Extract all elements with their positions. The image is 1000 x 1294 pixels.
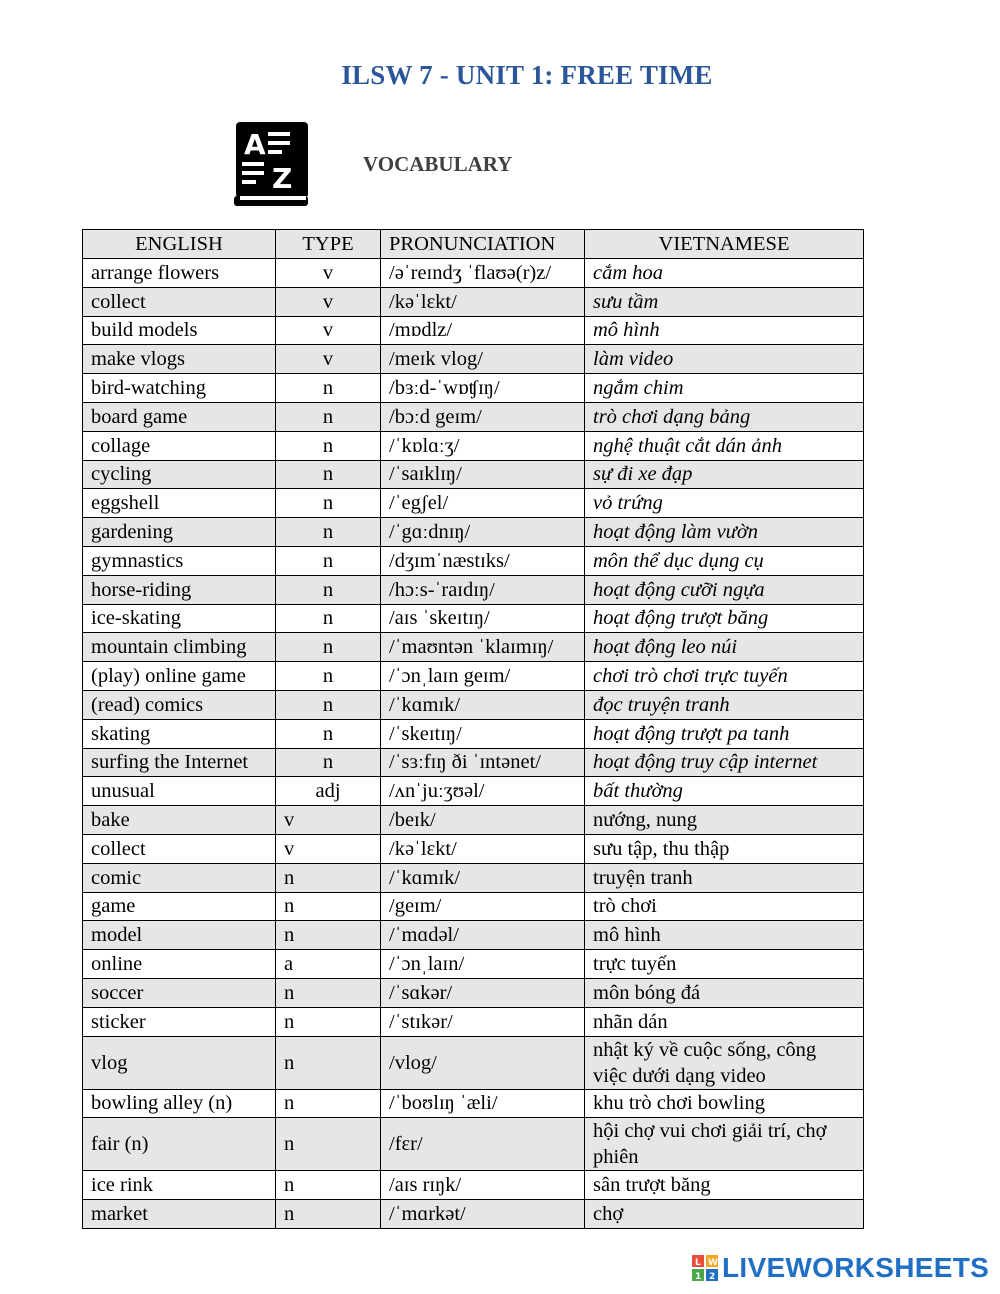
table-row [83, 633, 864, 662]
liveworksheets-logo-icon [692, 1255, 718, 1281]
table-row [83, 1089, 864, 1118]
cell-pronunciation: /ˈstɪkər/ [381, 1007, 585, 1036]
cell-english: collect [83, 287, 276, 316]
cell-english: board game [83, 402, 276, 431]
table-row [83, 863, 864, 892]
cell-pronunciation: /ˈegʃel/ [381, 489, 585, 518]
cell-type: n [276, 402, 381, 431]
cell-vietnamese: cắm hoa [585, 259, 864, 288]
cell-english: arrange flowers [83, 259, 276, 288]
cell-english: unusual [83, 777, 276, 806]
header-type: TYPE [276, 230, 381, 259]
cell-english: gardening [83, 518, 276, 547]
table-row [83, 921, 864, 950]
cell-type: n [276, 1171, 381, 1200]
cell-pronunciation: /ˈsɑkər/ [381, 978, 585, 1007]
cell-type: n [276, 546, 381, 575]
cell-english: cycling [83, 460, 276, 489]
cell-type: n [276, 1118, 381, 1171]
cell-type: n [276, 633, 381, 662]
table-row [83, 345, 864, 374]
cell-type: v [276, 316, 381, 345]
cell-type: n [276, 489, 381, 518]
cell-vietnamese: khu trò chơi bowling [585, 1089, 864, 1118]
cell-type: n [276, 604, 381, 633]
cell-type: n [276, 518, 381, 547]
table-row [83, 1007, 864, 1036]
cell-pronunciation: /meɪk vlog/ [381, 345, 585, 374]
cell-type: v [276, 259, 381, 288]
cell-english: game [83, 892, 276, 921]
table-row [83, 1036, 864, 1089]
cell-pronunciation: /mɒdlz/ [381, 316, 585, 345]
cell-type: n [276, 374, 381, 403]
cell-pronunciation: /əˈreɪndʒ ˈflaʊə(r)z/ [381, 259, 585, 288]
cell-english: build models [83, 316, 276, 345]
table-row [83, 287, 864, 316]
cell-type: n [276, 1200, 381, 1229]
table-row [83, 1171, 864, 1200]
cell-vietnamese: sân trượt băng [585, 1171, 864, 1200]
cell-english: market [83, 1200, 276, 1229]
cell-vietnamese: sưu tầm [585, 287, 864, 316]
cell-pronunciation: /aɪs rɪŋk/ [381, 1171, 585, 1200]
cell-vietnamese: nhật ký về cuộc sống, công việc dưới dạng video [585, 1036, 864, 1089]
cell-pronunciation: /ˈkɑmɪk/ [381, 690, 585, 719]
table-row [83, 402, 864, 431]
cell-english: vlog [83, 1036, 276, 1089]
cell-english: ice rink [83, 1171, 276, 1200]
cell-pronunciation: /fɛr/ [381, 1118, 585, 1171]
cell-type: n [276, 1007, 381, 1036]
cell-english: model [83, 921, 276, 950]
cell-pronunciation: /ˈmɑdəl/ [381, 921, 585, 950]
cell-english: eggshell [83, 489, 276, 518]
cell-english: soccer [83, 978, 276, 1007]
cell-vietnamese: hoạt động leo núi [585, 633, 864, 662]
cell-type: n [276, 460, 381, 489]
cell-pronunciation: /ˈkɑmɪk/ [381, 863, 585, 892]
cell-vietnamese: hoạt động trượt băng [585, 604, 864, 633]
table-row [83, 892, 864, 921]
table-row [83, 546, 864, 575]
svg-text:A: A [244, 128, 266, 161]
cell-pronunciation: /ˈboʊlɪŋ ˈæli/ [381, 1089, 585, 1118]
table-row [83, 431, 864, 460]
cell-vietnamese: hoạt động cưỡi ngựa [585, 575, 864, 604]
table-row [83, 719, 864, 748]
cell-pronunciation: /ˈɔnˌlaɪn geɪm/ [381, 662, 585, 691]
cell-vietnamese: môn bóng đá [585, 978, 864, 1007]
cell-pronunciation: /bɜːd-ˈwɒʧɪŋ/ [381, 374, 585, 403]
table-row [83, 806, 864, 835]
cell-vietnamese: bất thường [585, 777, 864, 806]
table-row [83, 662, 864, 691]
cell-vietnamese: hội chợ vui chơi giải trí, chợ phiên [585, 1118, 864, 1171]
cell-vietnamese: trò chơi dạng bảng [585, 402, 864, 431]
cell-english: ice-skating [83, 604, 276, 633]
cell-pronunciation: /ˈɔnˌlaɪn/ [381, 950, 585, 979]
cell-type: n [276, 1036, 381, 1089]
cell-english: surfing the Internet [83, 748, 276, 777]
table-row [83, 518, 864, 547]
cell-pronunciation: /geɪm/ [381, 892, 585, 921]
cell-type: n [276, 431, 381, 460]
cell-pronunciation: /ˈsaɪklɪŋ/ [381, 460, 585, 489]
cell-type: n [276, 978, 381, 1007]
cell-vietnamese: trò chơi [585, 892, 864, 921]
vocabulary-table [82, 229, 864, 1229]
cell-type: n [276, 892, 381, 921]
cell-vietnamese: đọc truyện tranh [585, 690, 864, 719]
table-row [83, 1200, 864, 1229]
table-row [83, 604, 864, 633]
cell-type: n [276, 662, 381, 691]
cell-type: n [276, 748, 381, 777]
table-row [83, 777, 864, 806]
cell-english: make vlogs [83, 345, 276, 374]
logo-letter: W [708, 1258, 718, 1268]
vocabulary-heading: VOCABULARY [363, 152, 513, 176]
header-vietnamese: VIETNAMESE [585, 230, 864, 259]
cell-vietnamese: hoạt động trượt pa tanh [585, 719, 864, 748]
cell-pronunciation: /beɪk/ [381, 806, 585, 835]
table-row [83, 690, 864, 719]
cell-pronunciation: /kəˈlɛkt/ [381, 834, 585, 863]
cell-vietnamese: nhãn dán [585, 1007, 864, 1036]
table-row [83, 834, 864, 863]
cell-vietnamese: làm video [585, 345, 864, 374]
cell-type: v [276, 834, 381, 863]
page-title: ILSW 7 - UNIT 1: FREE TIME [341, 60, 713, 90]
table-row [83, 950, 864, 979]
cell-pronunciation: /ˈskeɪtɪŋ/ [381, 719, 585, 748]
cell-vietnamese: nghệ thuật cắt dán ảnh [585, 431, 864, 460]
cell-type: n [276, 575, 381, 604]
liveworksheets-watermark [692, 1252, 989, 1284]
cell-english: (play) online game [83, 662, 276, 691]
cell-pronunciation: /aɪs ˈskeɪtɪŋ/ [381, 604, 585, 633]
cell-english: fair (n) [83, 1118, 276, 1171]
cell-type: n [276, 690, 381, 719]
cell-pronunciation: /hɔːs-ˈraɪdɪŋ/ [381, 575, 585, 604]
cell-type: n [276, 719, 381, 748]
cell-vietnamese: hoạt động làm vườn [585, 518, 864, 547]
cell-vietnamese: hoạt động truy cập internet [585, 748, 864, 777]
table-row [83, 316, 864, 345]
cell-english: online [83, 950, 276, 979]
cell-english: gymnastics [83, 546, 276, 575]
cell-type: v [276, 806, 381, 835]
cell-type: adj [276, 777, 381, 806]
cell-english: horse-riding [83, 575, 276, 604]
table-row [83, 748, 864, 777]
cell-pronunciation: /vlog/ [381, 1036, 585, 1089]
header-english: ENGLISH [83, 230, 276, 259]
header-pronunciation: PRONUNCIATION [381, 230, 585, 259]
cell-vietnamese: nướng, nung [585, 806, 864, 835]
cell-pronunciation: /ˈkɒlɑːʒ/ [381, 431, 585, 460]
cell-english: (read) comics [83, 690, 276, 719]
table-row [83, 460, 864, 489]
cell-vietnamese: mô hình [585, 921, 864, 950]
cell-vietnamese: môn thể dục dụng cụ [585, 546, 864, 575]
cell-english: collage [83, 431, 276, 460]
logo-letter: 1 [695, 1272, 702, 1281]
cell-vietnamese: truyện tranh [585, 863, 864, 892]
watermark-text: LIVEWORKSHEETS [722, 1252, 990, 1283]
cell-vietnamese: sự đi xe đạp [585, 460, 864, 489]
cell-english: bake [83, 806, 276, 835]
cell-vietnamese: trực tuyến [585, 950, 864, 979]
cell-pronunciation: /ˈmaʊntən ˈklaɪmɪŋ/ [381, 633, 585, 662]
a-z-dictionary-book-icon [232, 122, 310, 206]
cell-english: mountain climbing [83, 633, 276, 662]
cell-type: n [276, 921, 381, 950]
cell-vietnamese: mô hình [585, 316, 864, 345]
cell-type: n [276, 863, 381, 892]
cell-pronunciation: /ˈgɑːdnɪŋ/ [381, 518, 585, 547]
cell-english: sticker [83, 1007, 276, 1036]
logo-letter: 2 [709, 1272, 716, 1281]
cell-vietnamese: chợ [585, 1200, 864, 1229]
cell-pronunciation: /ʌnˈjuːʒʊəl/ [381, 777, 585, 806]
cell-type: v [276, 345, 381, 374]
cell-vietnamese: chơi trò chơi trực tuyến [585, 662, 864, 691]
table-row [83, 489, 864, 518]
svg-text:Z: Z [272, 162, 293, 195]
table-row [83, 374, 864, 403]
table-row [83, 259, 864, 288]
cell-type: n [276, 1089, 381, 1118]
cell-pronunciation: /kəˈlɛkt/ [381, 287, 585, 316]
cell-vietnamese: ngắm chim [585, 374, 864, 403]
cell-type: v [276, 287, 381, 316]
table-row [83, 1118, 864, 1171]
logo-letter: L [695, 1258, 701, 1268]
table-row [83, 978, 864, 1007]
cell-vietnamese: sưu tập, thu thập [585, 834, 864, 863]
cell-english: collect [83, 834, 276, 863]
cell-vietnamese: vỏ trứng [585, 489, 864, 518]
cell-english: bowling alley (n) [83, 1089, 276, 1118]
table-row [83, 575, 864, 604]
cell-type: a [276, 950, 381, 979]
cell-english: skating [83, 719, 276, 748]
cell-english: bird-watching [83, 374, 276, 403]
cell-pronunciation: /dʒɪmˈnæstɪks/ [381, 546, 585, 575]
cell-english: comic [83, 863, 276, 892]
cell-pronunciation: /bɔːd geɪm/ [381, 402, 585, 431]
cell-pronunciation: /ˈmɑrkət/ [381, 1200, 585, 1229]
cell-pronunciation: /ˈsɜːfɪŋ ði ˈɪntənet/ [381, 748, 585, 777]
